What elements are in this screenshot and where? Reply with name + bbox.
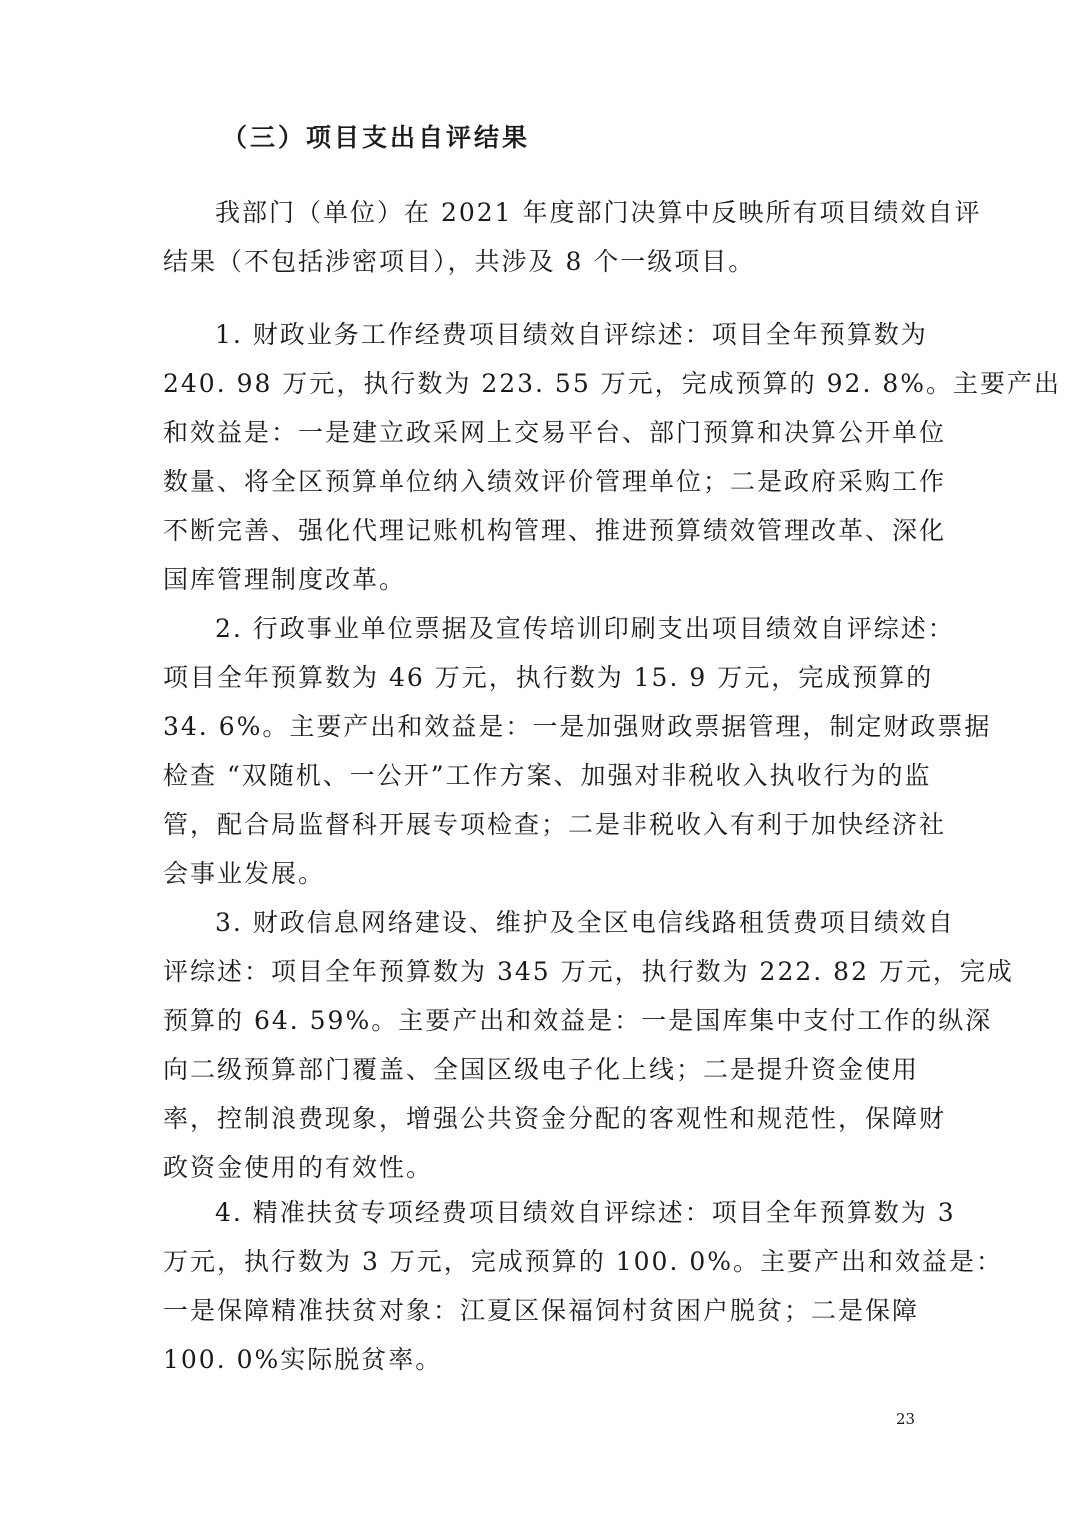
section-heading: （三）项目支出自评结果 [222,123,531,152]
item-line: 240. 98 万元，执行数为 223. 55 万元，完成预算的 92. 8%。主要产出 [163,369,1061,398]
item-3-paragraph [163,898,1014,1192]
page-number: 23 [896,1410,916,1428]
item-4-paragraph [163,1188,1004,1384]
item-line: 会事业发展。 [163,859,326,888]
intro-paragraph [163,188,982,286]
item-line: 1. 财政业务工作经费项目绩效自评综述：项目全年预算数为 [215,320,928,349]
item-2-paragraph [163,604,992,898]
item-line: 万元，执行数为 3 万元，完成预算的 100. 0%。主要产出和效益是： [163,1247,1004,1276]
item-line: 100. 0%实际脱贫率。 [163,1345,443,1374]
item-line: 管，配合局监督科开展专项检查；二是非税收入有利于加快经济社 [163,810,947,839]
item-line: 34. 6%。主要产出和效益是：一是加强财政票据管理，制定财政票据 [163,712,992,741]
item-line: 评综述：项目全年预算数为 345 万元，执行数为 222. 82 万元，完成 [163,957,1014,986]
item-1-paragraph [163,310,1061,604]
item-line: 检查 “双随机、一公开”工作方案、加强对非税收入执收行为的监 [163,761,932,790]
item-line: 3. 财政信息网络建设、维护及全区电信线路租赁费项目绩效自 [215,908,955,937]
item-line: 向二级预算部门覆盖、全国区级电子化上线；二是提升资金使用 [163,1055,920,1084]
intro-line: 我部门（单位）在 2021 年度部门决算中反映所有项目绩效自评 [215,198,982,227]
item-line: 国库管理制度改革。 [163,565,407,594]
item-line: 不断完善、强化代理记账机构管理、推进预算绩效管理改革、深化 [163,516,947,545]
intro-line: 结果（不包括涉密项目），共涉及 8 个一级项目。 [163,247,756,276]
item-line: 政资金使用的有效性。 [163,1153,434,1182]
item-line: 2. 行政事业单位票据及宣传培训印刷支出项目绩效自评综述： [215,614,955,643]
item-line: 一是保障精准扶贫对象：江夏区保福饲村贫困户脱贫；二是保障 [163,1296,920,1325]
item-line: 率，控制浪费现象，增强公共资金分配的客观性和规范性，保障财 [163,1104,947,1133]
item-line: 数量、将全区预算单位纳入绩效评价管理单位；二是政府采购工作 [163,467,947,496]
item-line: 项目全年预算数为 46 万元，执行数为 15. 9 万元，完成预算的 [163,663,934,692]
item-line: 4. 精准扶贫专项经费项目绩效自评综述：项目全年预算数为 3 [215,1198,956,1227]
item-line: 预算的 64. 59%。主要产出和效益是：一是国库集中支付工作的纵深 [163,1006,993,1035]
item-line: 和效益是：一是建立政采网上交易平台、部门预算和决算公开单位 [163,418,947,447]
